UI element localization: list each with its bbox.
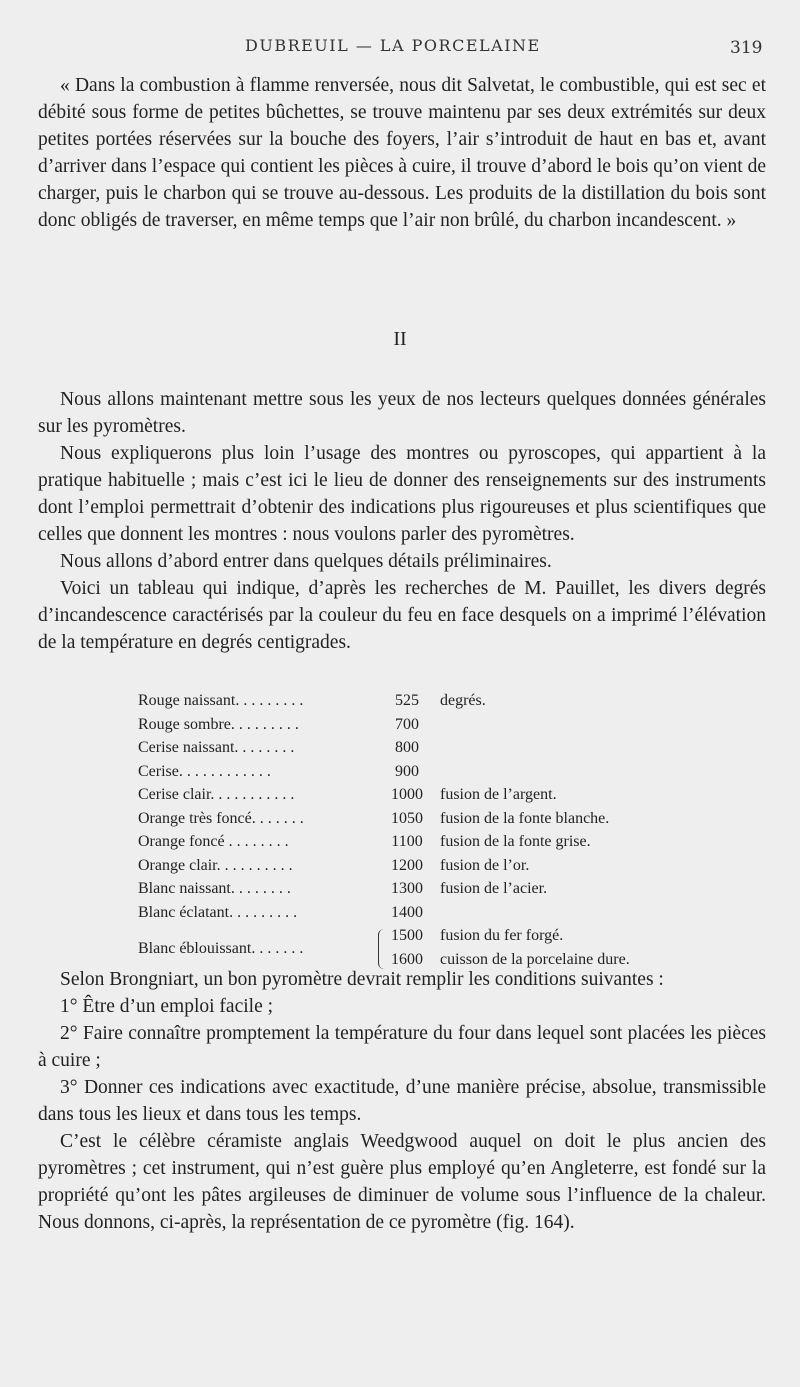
table-note: fusion de l’acier. xyxy=(440,880,548,897)
table-note: fusion de l’argent. xyxy=(440,786,557,803)
temperature-value: 1400 xyxy=(391,903,423,921)
temperature-value: 1600 xyxy=(391,951,423,968)
color-label: Cerise clair. . . . . . . . . . . xyxy=(138,786,295,803)
color-label: Blanc éclatant. . . . . . . . . xyxy=(138,903,298,921)
table-row xyxy=(138,857,698,881)
running-title: DUBREUIL — LA PORCELAINE xyxy=(245,36,541,55)
body-after-table xyxy=(38,966,766,1236)
table-row xyxy=(138,786,698,810)
color-label: Orange foncé . . . . . . . . xyxy=(138,833,289,850)
table-note: degrés. xyxy=(440,692,486,709)
temperature-value: 800 xyxy=(395,739,419,756)
paragraph: C’est le célèbre céramiste anglais Weedgwood auquel on doit le plus ancien des pyromètres ; cet instrument, qui n’est guère plus employé qu’en Angleterre, est fondé sur la propriété qu’ont les pâtes argileuses de diminuer de volume sous l’influence de la chaleur. Nous donnons, ci-après, la représentation de ce pyromètre (fig. 164). xyxy=(38,1131,766,1233)
temperature-table xyxy=(138,692,698,977)
paragraph: Selon Brongniart, un bon pyromètre devrait remplir les conditions suivantes : xyxy=(60,969,664,990)
running-header xyxy=(0,36,800,62)
paragraph: Nous allons d’abord entrer dans quelques détails préliminaires. xyxy=(60,551,552,572)
temperature-value: 700 xyxy=(395,715,419,733)
body-before-table xyxy=(38,386,766,656)
list-item: 2° Faire connaître promptement la température du four dans lequel sont placées les pièces à cuire ; xyxy=(38,1023,766,1071)
temperature-value: 1500 xyxy=(391,927,423,944)
temperature-value: 1000 xyxy=(391,786,423,803)
temperature-value: 900 xyxy=(395,762,419,780)
page-number: 319 xyxy=(730,38,763,58)
list-item: 3° Donner ces indications avec exactitude, d’une manière précise, absolue, transmissible dans tous les lieux et dans tous les temps. xyxy=(38,1077,766,1125)
table-row xyxy=(138,833,698,857)
color-label: Blanc éblouissant. . . . . . . xyxy=(138,940,304,957)
table-note: fusion de la fonte grise. xyxy=(440,833,591,850)
color-label: Rouge sombre. . . . . . . . . xyxy=(138,715,299,733)
color-label: Rouge naissant. . . . . . . . . xyxy=(138,692,304,709)
color-label: Orange clair. . . . . . . . . . xyxy=(138,856,293,874)
table-row xyxy=(138,716,698,740)
quote-paragraph: « Dans la combustion à flamme renversée, nous dit Salvetat, le combustible, qui est sec et débité sous forme de petites bûchettes, se trouve maintenu par ses deux extrémités sur deux petites portées réservées sur la bouche des foyers, l’air s’introduit de haut en bas et, avant d’arriver dans l’espace qui contient les pièces à cuire, il trouve d’abord le bois qu’on vient de charger, puis le charbon qui se trouve au-dessous. Les produits de la distillation du bois sont donc obligés de traverser, en même temps que l’air non brûlé, du charbon incandescent. » xyxy=(38,75,766,231)
list-item: 1° Être d’un emploi facile ; xyxy=(60,996,274,1017)
table-row xyxy=(138,904,698,928)
paragraph: Nous expliquerons plus loin l’usage des montres ou pyroscopes, qui appartient à la pratique habituelle ; mais c’est ici le lieu de donner des renseignements sur des instruments dont l’emploi permettrait d’obtenir des indications plus rigoureuses et plus scientifiques que celles que donnent les montres : nous voulons parler des pyromètres. xyxy=(38,443,766,545)
paragraph: Nous allons maintenant mettre sous les yeux de nos lecteurs quelques données générales sur les pyromètres. xyxy=(38,389,766,437)
table-row xyxy=(138,810,698,834)
quote-block xyxy=(38,72,766,234)
color-label: Orange très foncé. . . . . . . xyxy=(138,809,304,827)
temperature-value: 1050 xyxy=(391,809,423,827)
table-row xyxy=(138,739,698,763)
temperature-value: 1300 xyxy=(391,880,423,897)
color-label: Blanc naissant. . . . . . . . xyxy=(138,880,291,897)
section-numeral: II xyxy=(393,328,407,350)
table-note: fusion du fer forgé. xyxy=(440,927,564,944)
temperature-value: 1100 xyxy=(391,833,423,850)
paragraph: Voici un tableau qui indique, d’après les recherches de M. Pauillet, les divers degrés d’incandescence caractérisés par la couleur du feu en face desquels on a imprimé l’élévation de la température en degrés centigrades. xyxy=(38,578,766,653)
brace xyxy=(378,929,384,969)
table-row xyxy=(138,880,698,904)
color-label: Cerise. . . . . . . . . . . . xyxy=(138,762,271,780)
table-row xyxy=(138,763,698,787)
temperature-value: 1200 xyxy=(391,856,423,874)
table-note: fusion de la fonte blanche. xyxy=(440,809,610,827)
temperature-value: 525 xyxy=(395,692,419,709)
table-note: fusion de l’or. xyxy=(440,856,530,874)
table-note: cuisson de la porcelaine dure. xyxy=(440,951,630,968)
table-row xyxy=(138,692,698,716)
color-label: Cerise naissant. . . . . . . . xyxy=(138,739,295,756)
